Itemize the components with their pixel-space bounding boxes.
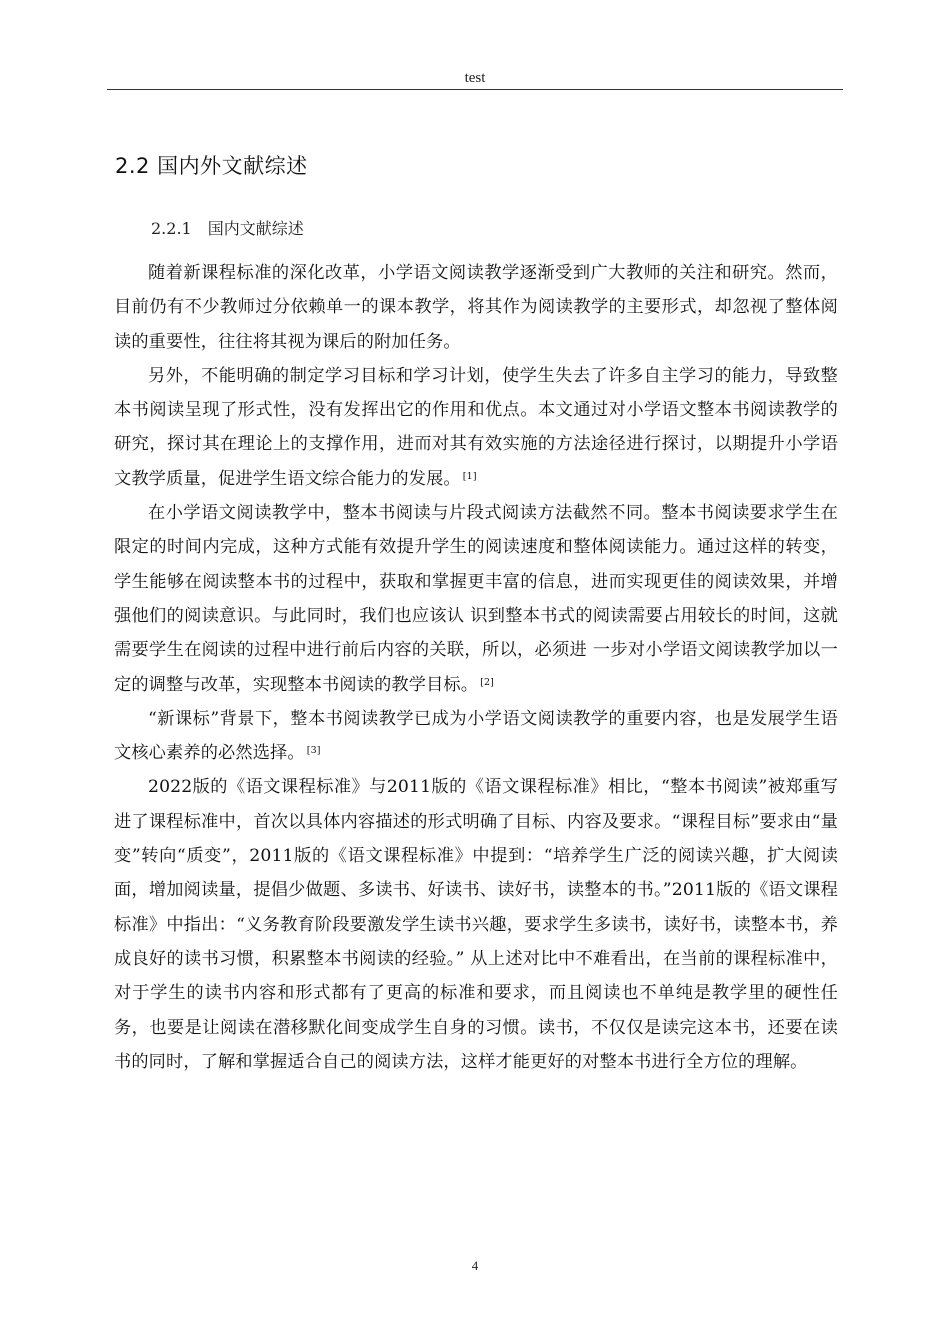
paragraph-text: 在小学语文阅读教学中，整本书阅读与片段式阅读方法截然不同。整本书阅读要求学生在限定的时间内完成，这种方式能有效提升学生的阅读速度和整体阅读能力。通过这样的转变，学生能够在阅读整本书的过程中，获取和掌握更丰富的信息，进而实现更佳的阅读效果，并增强他们的阅读意识。与此同时，我们也应该认 识到整本书式的阅读需要占用较长的时间，这就需要学生在阅读的过程中进行前后内容的关联，所以，必须进 一步对小学语文阅读教学加以一定的调整与改革，实现整本书阅读的教学目标。 xyxy=(114,503,838,695)
paragraph-text: 2022版的《语文课程标准》与2011版的《语文课程标准》相比，“整本书阅读”被郑重写进了课程标准中，首次以具体内容描述的形式明确了目标、内容及要求。“课程目标”要求由“量变”转向“质变”，2011版的《语文课程标准》中提到：“培养学生广泛的阅读兴趣，扩大阅读面，增加阅读量，提倡少做题、多读书、好读书、读好书，读整本的书。”2011版的《语文课程标准》中指出：“义务教育阶段要激发学生读书兴趣，要求学生多读书，读好书，读整本书，养成良好的读书习惯，积累整本书阅读的经验。” 从上述对比中不难看出，在当前的课程标准中，对于学生的读书内容和形式都有了更高的标准和要求，而且阅读也不单纯是教学里的硬性任务，也要是让阅读在潜移默化间变成学生自身的习惯。读书，不仅仅是读完这本书，还要在读书的同时，了解和掌握适合自己的阅读方法，这样才能更好的对整本书进行全方位的理解。 xyxy=(114,777,838,1072)
paragraph-text: 随着新课程标准的深化改革，小学语文阅读教学逐渐受到广大教师的关注和研究。然而，目前仍有不少教师过分依赖单一的课本教学，将其作为阅读教学的主要形式，却忽视了整体阅读的重要性，往往将其视为课后的附加任务。 xyxy=(114,263,838,352)
running-header: test xyxy=(464,70,486,86)
citation-ref: [1] xyxy=(462,470,477,482)
paragraph-5 xyxy=(114,770,838,1079)
section-heading: 2.2 国内外文献综述 xyxy=(115,154,308,178)
body-text xyxy=(114,256,838,1079)
citation-ref: [3] xyxy=(306,745,321,757)
paragraph-text: 另外，不能明确的制定学习目标和学习计划，使学生失去了许多自主学习的能力，导致整本书阅读呈现了形式性，没有发挥出它的作用和优点。本文通过对小学语文整本书阅读教学的研究，探讨其在理论上的支撑作用，进而对其有效实施的方法途径进行探讨，以期提升小学语文教学质量，促进学生语文综合能力的发展。 xyxy=(114,365,838,489)
citation-ref: [2] xyxy=(480,676,495,688)
paragraph-4 xyxy=(114,702,838,771)
subsection-heading: 2.2.1 国内文献综述 xyxy=(151,219,304,238)
paragraph-3 xyxy=(114,496,838,702)
paragraph-text: “新课标”背景下，整本书阅读教学已成为小学语文阅读教学的重要内容，也是发展学生语文核心素养的必然选择。 xyxy=(114,708,838,764)
header-rule xyxy=(107,89,843,90)
paragraph-2 xyxy=(114,359,838,496)
page-number: 4 xyxy=(471,1258,479,1273)
paragraph-1 xyxy=(114,256,838,359)
